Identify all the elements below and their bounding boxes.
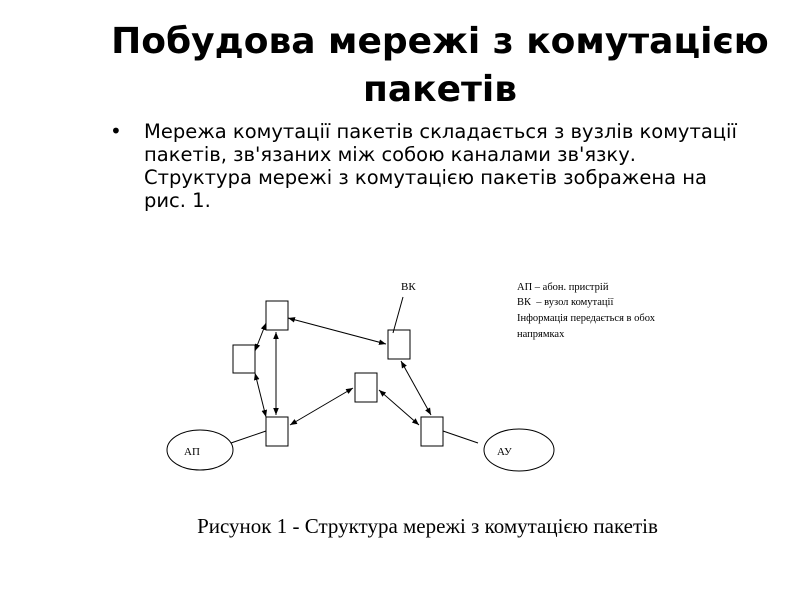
- switch-node-bottom-right: [421, 417, 443, 446]
- switch-node-left: [233, 345, 255, 373]
- callout-label: ВК: [401, 281, 416, 293]
- terminal-au: [484, 429, 554, 471]
- channel-link: [379, 390, 419, 425]
- terminal-link-right: [443, 431, 478, 443]
- terminal-link-left: [231, 431, 266, 443]
- channel-link: [255, 373, 266, 417]
- switch-node-top-left: [266, 301, 288, 330]
- channel-link: [401, 361, 431, 415]
- slide-title: Побудова мережі з комутацією пакетів: [111, 21, 769, 110]
- terminal-ap-label: АП: [184, 446, 200, 458]
- bullet-icon: •: [110, 119, 122, 143]
- legend-line: АП – абон. пристрій: [517, 282, 609, 293]
- legend-line: напрямках: [517, 329, 565, 340]
- bullet-text: Мережа комутації пакетів складається з вузлів комутації пакетів, зв'язаних між собою каналами зв'язку. Структура мережі з комутацією пакетів зображена на рис. 1.: [144, 120, 737, 212]
- switch-node-bottom-left: [266, 417, 288, 446]
- channel-link: [255, 323, 266, 351]
- figure-caption: Рисунок 1 - Структура мережі з комутацією пакетів: [197, 514, 658, 538]
- channel-link: [288, 318, 386, 344]
- switch-node-center: [355, 373, 377, 402]
- legend-line: Інформація передається в обох: [517, 313, 655, 324]
- switch-node-top-right: [388, 330, 410, 359]
- legend-line: ВК – вузол комутації: [517, 297, 614, 308]
- terminal-au-label: АУ: [497, 446, 512, 458]
- terminal-ap: [167, 430, 233, 470]
- callout-pointer: [393, 297, 403, 333]
- channel-link: [290, 388, 353, 425]
